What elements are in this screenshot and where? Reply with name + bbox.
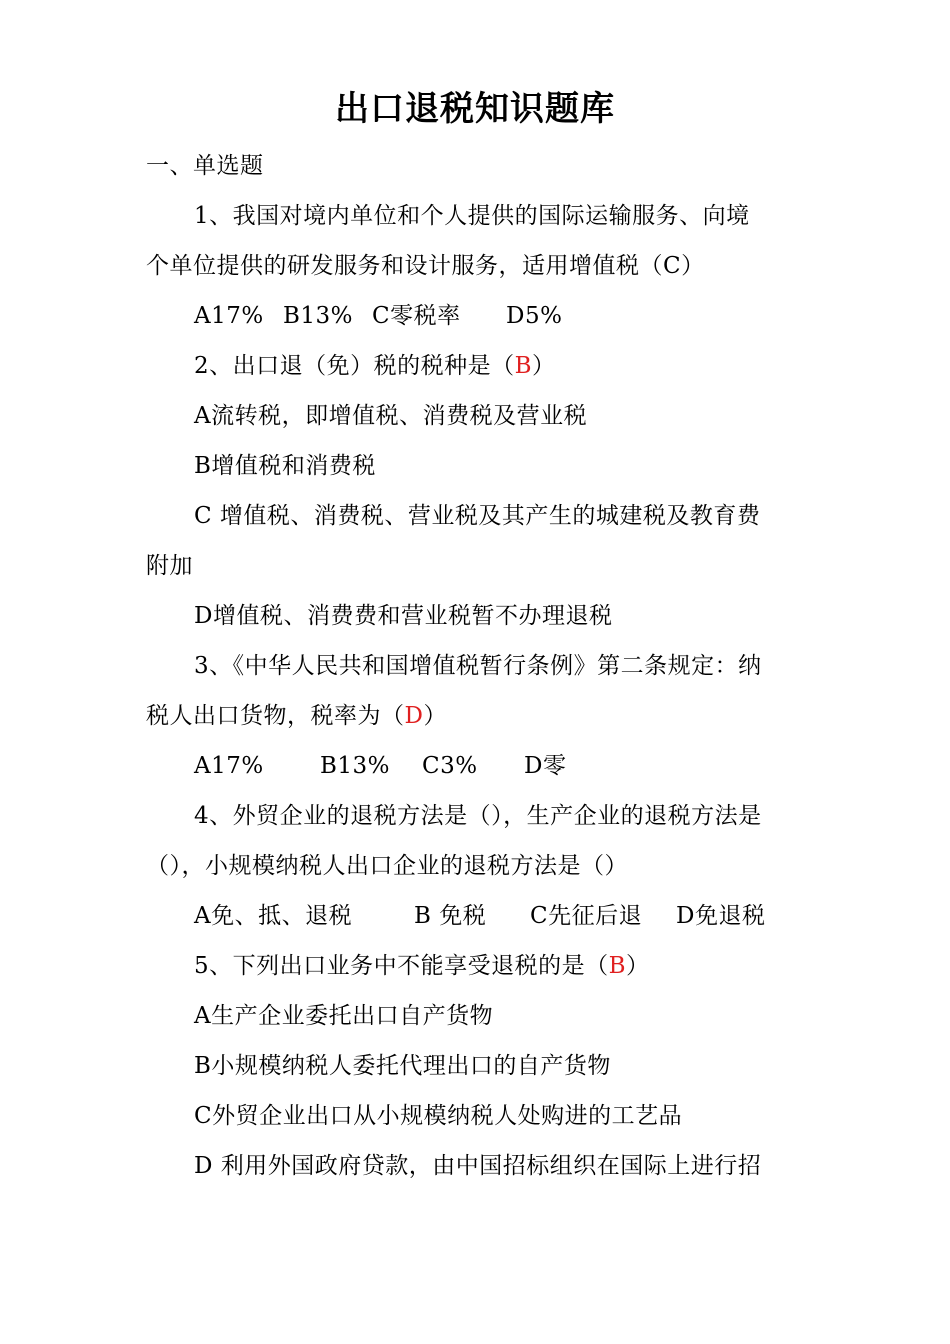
question-2-option-b: B增值税和消费税 [194, 453, 376, 479]
section-heading: 一、单选题 [146, 153, 264, 179]
question-2-suffix: ） [532, 353, 556, 379]
option-b: B 免税 [414, 903, 487, 929]
question-5-suffix: ） [626, 953, 650, 979]
option-a: A免、抵、退税 [194, 903, 353, 929]
option-d: D免退税 [676, 903, 766, 929]
option-c: C3% [422, 753, 478, 779]
question-1-line-1: 1、我国对境内单位和个人提供的国际运输服务、向境 [194, 203, 750, 229]
question-5-stem [194, 948, 810, 984]
question-5-prefix: 5、下列出口业务中不能享受退税的是（ [194, 953, 609, 979]
question-4-options [194, 898, 810, 934]
question-2-option-d: D增值税、消费费和营业税暂不办理退税 [194, 603, 613, 629]
question-3-answer: D [404, 703, 424, 729]
question-3-prefix: 税人出口货物，税率为（ [146, 703, 405, 729]
document-title: 出口退税知识题库 [335, 89, 615, 129]
question-1-options [194, 298, 810, 334]
option-a: A17% [194, 303, 264, 329]
question-2-option-c-line-1: C 增值税、消费税、营业税及其产生的城建税及教育费 [194, 503, 761, 529]
option-d: D5% [506, 303, 563, 329]
question-2-option-a: A流转税，即增值税、消费税及营业税 [194, 403, 588, 429]
question-1-line-2: 个单位提供的研发服务和设计服务，适用增值税（C） [146, 253, 705, 279]
option-b: B13% [283, 303, 354, 329]
option-d: D零 [524, 753, 567, 779]
option-c: C零税率 [372, 303, 461, 329]
option-c: C先征后退 [530, 903, 643, 929]
question-3-options [194, 748, 810, 784]
question-4-line-2: （），小规模纳税人出口企业的退税方法是（） [146, 853, 628, 879]
option-b: B13% [320, 753, 391, 779]
question-5-answer: B [608, 953, 627, 979]
question-2-stem [194, 348, 810, 384]
question-2-prefix: 2、出口退（免）税的税种是（ [194, 353, 515, 379]
question-5-option-b: B小规模纳税人委托代理出口的自产货物 [194, 1053, 611, 1079]
question-5-option-a: A生产企业委托出口自产货物 [194, 1003, 494, 1029]
question-2-answer: B [514, 353, 533, 379]
question-3-suffix: ） [423, 703, 447, 729]
question-5-option-d: D 利用外国政府贷款，由中国招标组织在国际上进行招 [194, 1153, 762, 1179]
question-4-line-1: 4、外贸企业的退税方法是（），生产企业的退税方法是 [194, 803, 762, 829]
option-a: A17% [194, 753, 264, 779]
question-5-option-c: C外贸企业出口从小规模纳税人处购进的工艺品 [194, 1103, 683, 1129]
question-3-line-1: 3、《中华人民共和国增值税暂行条例》第二条规定：纳 [194, 653, 762, 679]
question-2-option-c-line-2: 附加 [146, 553, 193, 579]
question-3-line-2 [146, 698, 810, 734]
